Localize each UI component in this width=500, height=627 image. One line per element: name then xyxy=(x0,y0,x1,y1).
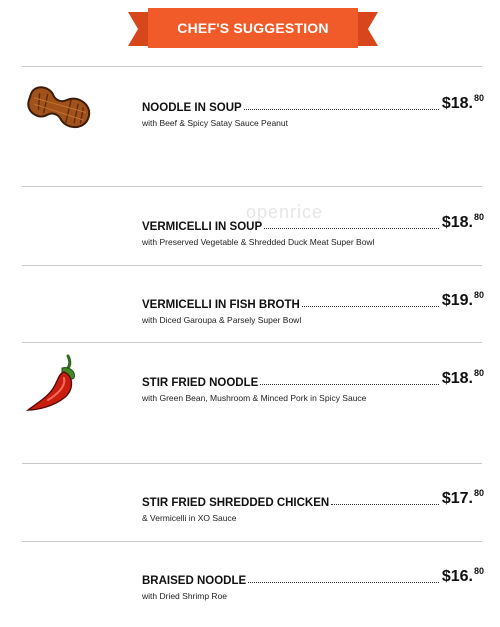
dot-leader xyxy=(244,109,439,110)
header-banner xyxy=(128,6,378,50)
item-name: STIR FRIED NOODLE xyxy=(142,377,259,389)
page-title: CHEF'S SUGGESTION xyxy=(177,20,329,36)
menu-item xyxy=(142,567,484,601)
menu-item xyxy=(142,489,484,523)
item-description: & Vermicelli in XO Sauce xyxy=(142,513,237,523)
item-price: $18.80 xyxy=(441,93,484,112)
item-description: with Green Bean, Mushroom & Minced Pork in Spicy Sauce xyxy=(142,393,367,403)
item-price: $16.80 xyxy=(441,566,484,585)
dot-leader xyxy=(331,504,439,505)
item-name: STIR FRIED SHREDDED CHICKEN xyxy=(142,497,330,509)
divider xyxy=(22,342,482,343)
dot-leader xyxy=(302,306,439,307)
item-description: with Diced Garoupa & Parsely Super Bowl xyxy=(142,315,302,325)
menu-item xyxy=(142,94,484,128)
dot-leader xyxy=(248,582,439,583)
item-price: $17.80 xyxy=(441,488,484,507)
item-name: BRAISED NOODLE xyxy=(142,575,247,587)
item-price: $18.80 xyxy=(441,368,484,387)
divider xyxy=(22,463,482,464)
watermark: openrice xyxy=(246,202,324,222)
menu-item xyxy=(142,213,484,247)
dot-leader xyxy=(260,384,439,385)
divider xyxy=(22,265,482,266)
item-description: with Preserved Vegetable & Shredded Duck Meat Super Bowl xyxy=(142,237,375,247)
peanut-icon xyxy=(22,82,96,134)
menu-item xyxy=(142,291,484,325)
divider xyxy=(22,66,482,67)
item-description: with Dried Shrimp Roe xyxy=(142,591,228,601)
item-name: VERMICELLI IN FISH BROTH xyxy=(142,299,300,311)
divider xyxy=(22,186,482,187)
item-name: VERMICELLI IN SOUP xyxy=(142,221,263,233)
item-price: $18.80 xyxy=(441,212,484,231)
menu-item xyxy=(142,369,484,403)
dot-leader xyxy=(264,228,439,229)
divider xyxy=(22,541,482,542)
chili-pepper-icon xyxy=(24,352,80,416)
item-description: with Beef & Spicy Satay Sauce Peanut xyxy=(142,118,289,128)
item-name: NOODLE IN SOUP xyxy=(142,102,242,114)
item-price: $19.80 xyxy=(441,290,484,309)
